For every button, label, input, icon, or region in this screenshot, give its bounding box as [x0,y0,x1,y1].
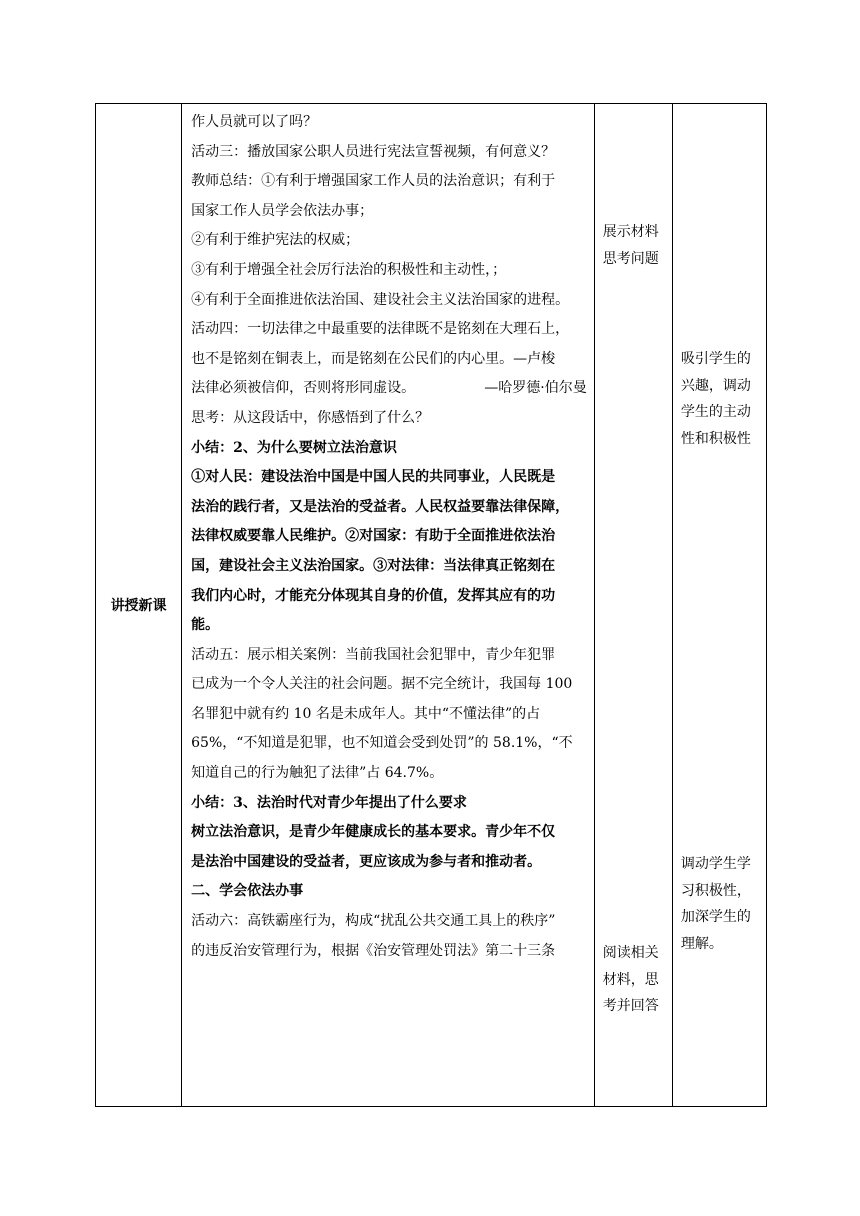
section-label-cell [96,104,182,1107]
design-intent-block-1 [681,346,751,452]
design-intent-line: 加深学生的 [680,909,751,925]
content-line: 的违反治安管理行为，根据《治安管理处罚法》第二十三条 [191,942,556,959]
content-line: 思考：从这段话中，你感悟到了什么？ [191,409,430,426]
teaching-content-cell [182,104,595,1107]
content-line [191,374,587,404]
section-label: 讲授新课 [110,598,167,614]
design-intent-line: 吸引学生的 [680,351,751,367]
design-intent-line: 理解。 [680,935,723,952]
content-line: 活动三：播放国家公职人员进行宪法宣誓视频，有何意义？ [191,143,556,160]
design-intent-line: 学生的主动 [680,404,751,420]
student-activity-block-1 [603,219,659,272]
student-activity-line: 材料，思 [602,971,659,988]
student-activity-block-2 [603,940,659,1020]
content-line: 法律权威要靠人民维护。②对国家：有助于全面推进依法治 [191,528,556,545]
design-intent-line: 兴趣，调动 [680,377,751,394]
content-line: 小结：3、法治时代对青少年提出了什么要求 [191,794,467,811]
content-line: 我们内心时，才能充分体现其自身的价值，发挥其应有的功 [191,587,556,604]
content-line: 是法治中国建设的受益者，更应该成为参与者和推动者。 [191,853,542,870]
content-line: 已成为一个令人关注的社会问题。据不完全统计，我国每 100 [191,676,573,693]
design-intent-line: 性和积极性 [680,430,751,447]
content-line: 法治的践行者，又是法治的受益者。人民权益要靠法律保障， [191,498,570,515]
content-line: ③有利于增强全社会厉行法治的积极性和主动性，； [191,261,507,278]
student-activity-line: 阅读相关 [602,945,659,961]
content-line: 国，建设社会主义法治国家。③对法律：当法律真正铭刻在 [191,557,556,574]
content-line: 活动六：高铁霸座行为，构成“扰乱公共交通工具上的秩序” [191,913,556,930]
student-activity-line: 思考问题 [602,250,659,267]
content-line: ④有利于全面推进依法治国、建设社会主义法治国家的进程。 [191,291,570,308]
content-line: 活动五：展示相关案例：当前我国社会犯罪中，青少年犯罪 [191,646,556,663]
content-line: 二、学会依法办事 [191,883,304,900]
quote-text: 法律必须被信仰，否则将形同虚设。 [191,380,416,397]
content-line: 活动四：一切法律之中最重要的法律既不是铭刻在大理石上， [191,321,570,338]
content-line: 知道自己的行为触犯了法律”占 64.7%。 [191,765,444,782]
design-intent-block-2 [681,851,751,957]
design-intent-line: 调动学生学 [680,856,751,872]
content-line: ①对人民：建设法治中国是中国人民的共同事业，人民既是 [191,469,556,486]
design-intent-line: 习积极性， [680,882,751,899]
content-line: 树立法治意识，是青少年健康成长的基本要求。青少年不仅 [191,824,556,841]
teaching-content [191,108,587,966]
content-line: 教师总结：①有利于增强国家工作人员的法治意识；有利于 [191,173,556,190]
student-activity-cell [594,104,672,1107]
content-line: 名罪犯中就有约 10 名是未成年人。其中“不懂法律”的占 [191,705,541,722]
content-line: 能。 [191,617,220,634]
content-line: 也不是铭刻在铜表上，而是铭刻在公民们的内心里。—卢梭 [191,350,556,367]
student-activity-line: 考并回答 [602,998,659,1014]
content-line: 小结：2、为什么要树立法治意识 [191,439,397,456]
student-activity-line: 展示材料 [602,224,659,240]
design-intent-cell [672,104,766,1107]
content-line: 作人员就可以了吗？ [191,114,318,130]
content-line: 国家工作人员学会依法办事； [191,202,374,219]
content-line: 65%，“不知道是犯罪，也不知道会受到处罚”的 58.1%，“不 [191,735,573,752]
content-line: ②有利于维护宪法的权威； [191,232,360,249]
quote-attribution: —哈罗德·伯尔曼 [484,380,587,397]
lesson-plan-table [95,103,767,1107]
